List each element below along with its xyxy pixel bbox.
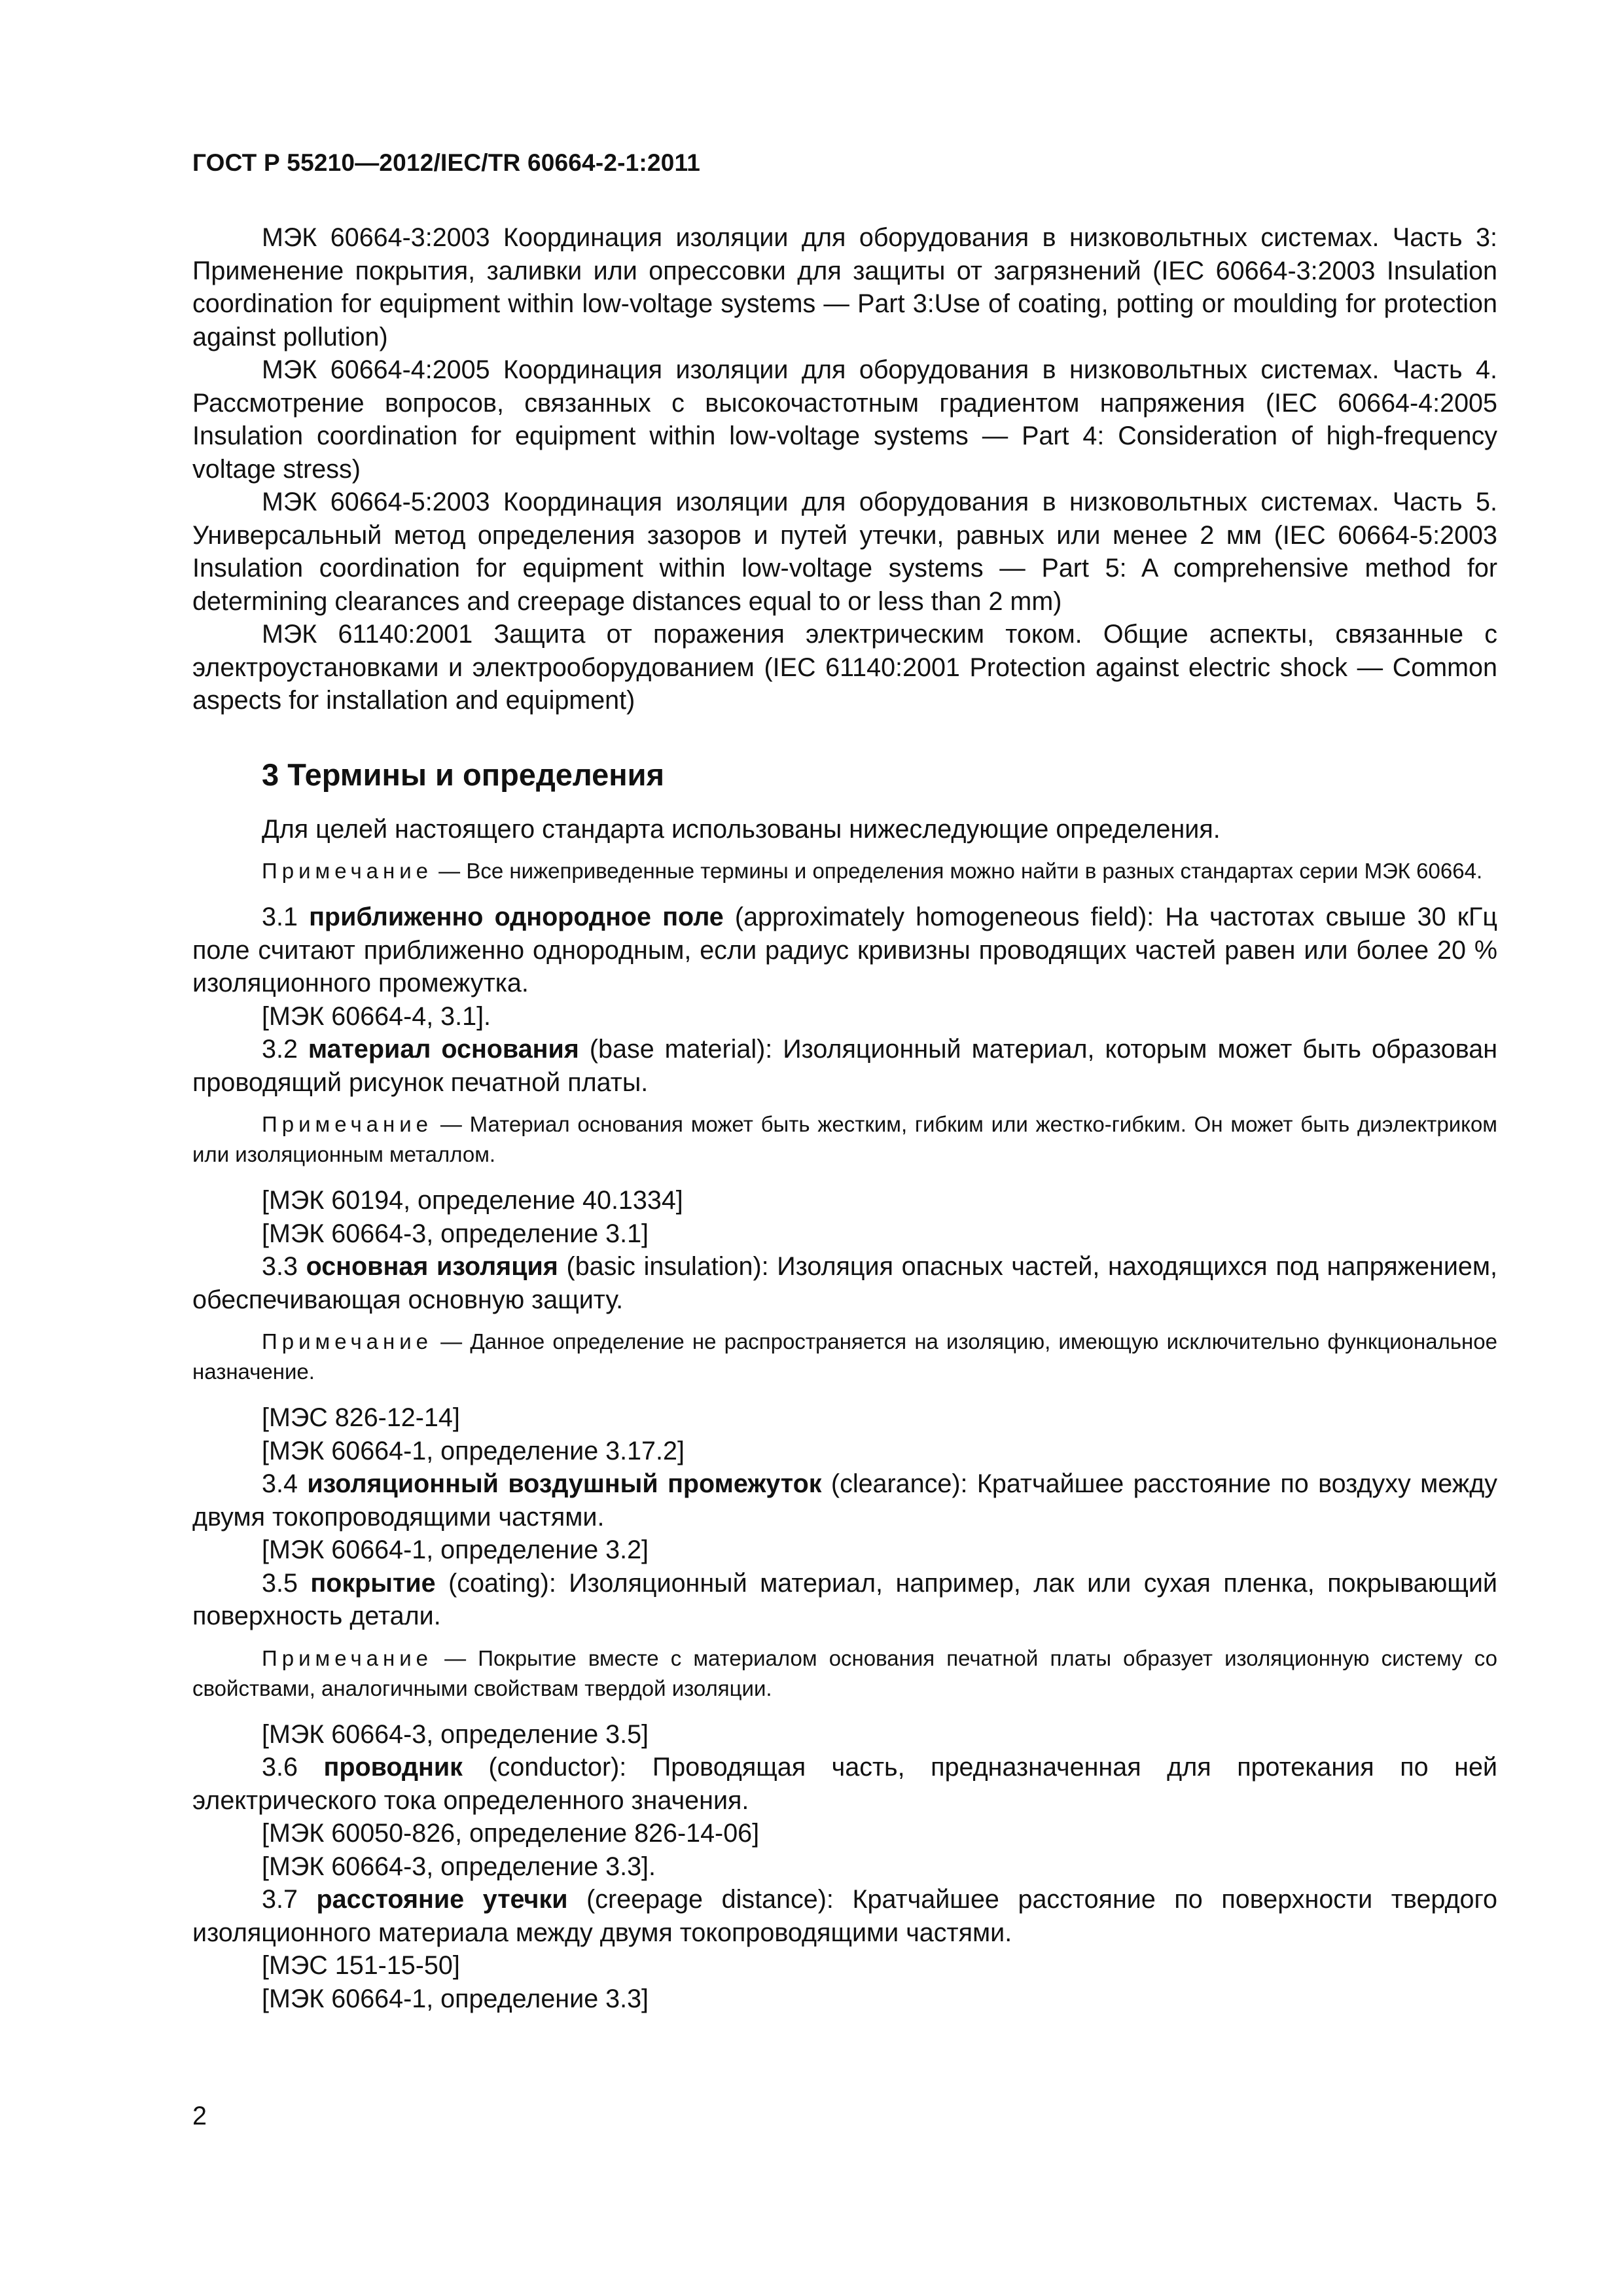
definition-source: [МЭС 826-12-14] — [262, 1403, 460, 1432]
definition-text: (base material): Изоляционный материал, которым может быть образован проводящий рисунок печатной платы. — [192, 1035, 1498, 1097]
definition-number: 3.6 — [262, 1753, 324, 1782]
note-text: — Данное определение не распространяется на изоляцию, имеющую исключительно функциональное назначение. — [192, 1329, 1497, 1384]
reference-60664-3: МЭК 60664-3:2003 Координация изоляции для оборудования в низковольтных системах. Часть 3: Применение покрытия, заливки или опрессовки для защиты от загрязнений (IEC 60664-3:2003 Insulation coordination for equipment within low-voltage systems — Part 3:Use of coating, potting or moulding for protection against pollution) — [192, 223, 1497, 351]
note-text: — Покрытие вместе с материалом основания печатной платы образует изоляционную систему со свойствами, аналогичными свойствам твердой изоляции. — [192, 1645, 1497, 1700]
definition-source: [МЭК 60664-3, определение 3.3]. — [262, 1852, 656, 1881]
definition-source: [МЭК 60664-3, определение 3.1] — [262, 1219, 649, 1248]
definition-source: [МЭК 60194, определение 40.1334] — [262, 1186, 683, 1215]
definition-number: 3.2 — [262, 1035, 308, 1064]
term: проводник — [323, 1753, 463, 1782]
note-label: Примечание — [262, 859, 433, 883]
term: расстояние утечки — [316, 1885, 568, 1914]
definition-text: (creepage distance): Кратчайшее расстояние по поверхности твердого изоляционного материала между двумя токопроводящими частями. — [192, 1885, 1497, 1947]
page-number: 2 — [192, 2102, 207, 2130]
definition-text: (coating): Изоляционный материал, например, лак или сухая пленка, покрывающий поверхность детали. — [192, 1568, 1497, 1630]
definition-source: [МЭК 60664-4, 3.1]. — [262, 1001, 491, 1031]
reference-61140: МЭК 61140:2001 Защита от поражения электрическим током. Общие аспекты, связанные с электроустановками и электрооборудованием (IEC 61140:2001 Protection against electric shock — Common aspects for installation and equipment) — [192, 620, 1497, 715]
note-label: Примечание — [262, 1112, 433, 1136]
definition-number: 3.1 — [262, 903, 310, 931]
definition-3-5 — [192, 1567, 1497, 1633]
term: материал основания — [308, 1035, 579, 1064]
term: изоляционный воздушный промежуток — [307, 1469, 822, 1498]
definition-3-6 — [192, 1751, 1497, 1817]
note-label: Примечание — [262, 1329, 433, 1354]
note — [192, 1643, 1497, 1704]
definition-number: 3.4 — [262, 1469, 308, 1498]
note-text: — Материал основания может быть жестким, гибким или жестко-гибким. Он может быть диэлектриком или изоляционным металлом. — [192, 1112, 1497, 1166]
section-heading: 3 Термины и определения — [262, 757, 664, 792]
definition-source: [МЭК 60664-3, определение 3.5] — [262, 1719, 649, 1749]
definition-number: 3.5 — [262, 1568, 311, 1598]
definition-3-4 — [192, 1467, 1497, 1534]
note — [192, 1109, 1497, 1170]
definition-source: [МЭС 151-15-50] — [262, 1951, 460, 1980]
term: покрытие — [310, 1568, 436, 1598]
term: основная изоляция — [306, 1252, 558, 1281]
term: приближенно однородное поле — [309, 903, 724, 931]
note — [192, 1327, 1497, 1387]
definition-source: [МЭК 60664-1, определение 3.17.2] — [262, 1436, 685, 1465]
definition-3-7 — [192, 1883, 1497, 1949]
definition-source: [МЭК 60664-1, определение 3.2] — [262, 1535, 649, 1564]
note — [192, 856, 1497, 886]
definition-text: (clearance): Кратчайшее расстояние по воздуху между двумя токопроводящими частями. — [192, 1469, 1497, 1532]
page-content — [192, 221, 1497, 2015]
definition-number: 3.7 — [262, 1885, 317, 1914]
document-header: ГОСТ Р 55210—2012/IEC/TR 60664-2-1:2011 — [192, 149, 701, 176]
definition-number: 3.3 — [262, 1252, 306, 1281]
definition-3-1 — [192, 901, 1497, 1000]
reference-60664-4: МЭК 60664-4:2005 Координация изоляции для оборудования в низковольтных системах. Часть 4. Рассмотрение вопросов, связанных с высокочастотным градиентом напряжения (IEC 60664-4:2005 Insulation coordination for equipment within low-voltage systems — Part 4: Consideration of high-frequency voltage stress) — [192, 355, 1497, 484]
definition-text: (conductor): Проводящая часть, предназначенная для протекания по ней электрического тока определенного значения. — [192, 1753, 1497, 1815]
definition-source: [МЭК 60050-826, определение 826-14-06] — [262, 1819, 760, 1848]
section-intro: Для целей настоящего стандарта использованы нижеследующие определения. — [262, 814, 1221, 844]
definition-text: (approximately homogeneous field): На частотах свыше 30 кГц поле считают приближенно однородным, если радиус кривизны проводящих частей равен или более 20 % изоляционного промежутка. — [192, 903, 1497, 997]
definition-3-3 — [192, 1250, 1497, 1316]
definition-3-2 — [192, 1033, 1497, 1099]
definition-source: [МЭК 60664-1, определение 3.3] — [262, 1984, 649, 2013]
note-label: Примечание — [262, 1645, 433, 1670]
note-text: — Все нижеприведенные термины и определения можно найти в разных стандартах серии МЭК 60664. — [433, 859, 1483, 883]
definition-text: (basic insulation): Изоляция опасных частей, находящихся под напряжением, обеспечивающая основную защиту. — [192, 1252, 1498, 1314]
reference-60664-5: МЭК 60664-5:2003 Координация изоляции для оборудования в низковольтных системах. Часть 5. Универсальный метод определения зазоров и путей утечки, равных или менее 2 мм (IEC 60664-5:2003 Insulation coordination for equipment within low-voltage systems — Part 5: A comprehensive method for determining clearances and creepage distances equal to or less than 2 mm) — [192, 488, 1497, 616]
